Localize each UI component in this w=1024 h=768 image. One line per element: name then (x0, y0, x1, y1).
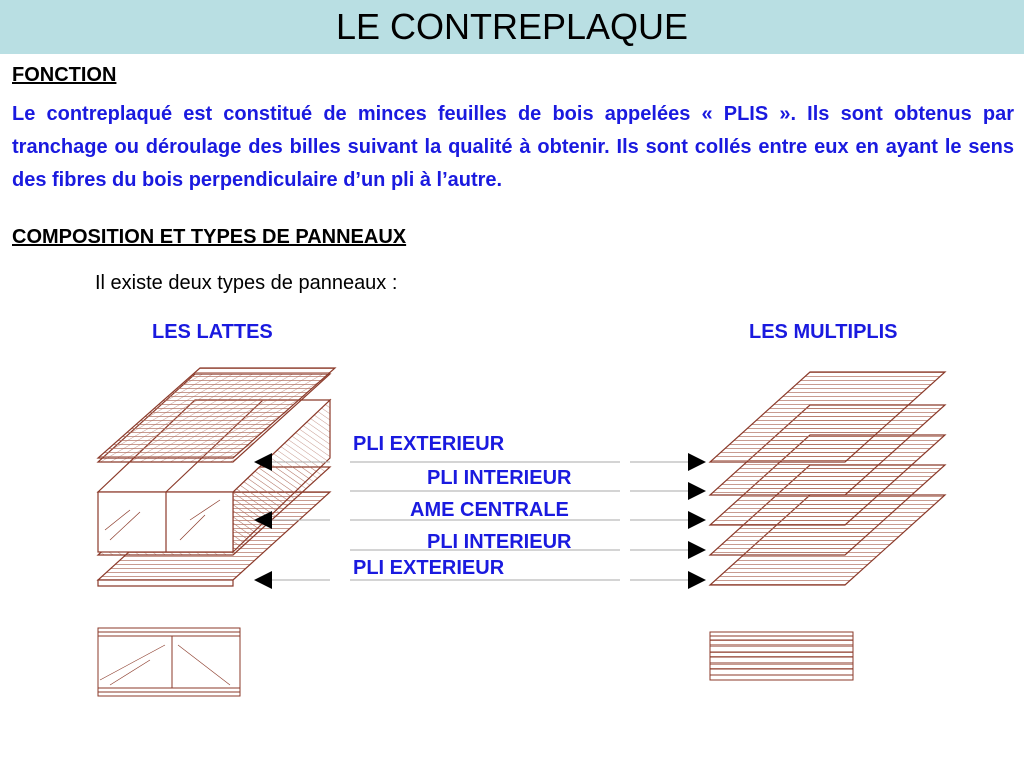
arrow-right-icon (688, 453, 706, 471)
layer-label-ame-centrale: AME CENTRALE (410, 499, 569, 521)
composition-intro: Il existe deux types de panneaux : (95, 272, 398, 294)
section-heading-fonction: FONCTION (12, 64, 117, 86)
multiplis-cross-section (710, 632, 853, 680)
layer-label-pli-exterieur-bottom: PLI EXTERIEUR (353, 557, 505, 579)
layer-label-pli-interieur-top: PLI INTERIEUR (427, 467, 572, 489)
type-title-lattes: LES LATTES (152, 321, 273, 343)
multiplis-exploded-view (710, 372, 945, 585)
arrow-left-icon (254, 571, 272, 589)
layer-label-pli-interieur-bottom: PLI INTERIEUR (427, 531, 572, 553)
page-title: LE CONTREPLAQUE (335, 6, 689, 47)
layer-label-pli-exterieur-top: PLI EXTERIEUR (353, 433, 505, 455)
arrow-right-icon (688, 511, 706, 529)
section-heading-composition: COMPOSITION ET TYPES DE PANNEAUX (12, 226, 407, 248)
arrow-right-icon (688, 541, 706, 559)
arrow-right-icon (688, 482, 706, 500)
type-title-multiplis: LES MULTIPLIS (749, 321, 898, 343)
lattes-exploded-view (98, 368, 335, 586)
fonction-paragraph: Le contreplaqué est constitué de minces feuilles de bois appelées « PLIS ». Ils sont obtenus par tranchage ou déroulage des billes suivant la qualité à obtenir. Ils sont collés entre eux en ayant le sens des fibres du bois perpendiculaire d’un pli à l’autre. (12, 103, 1014, 191)
lattes-cross-section (98, 628, 240, 696)
arrow-right-icon (688, 571, 706, 589)
arrows-right (688, 453, 706, 589)
connector-lines (272, 462, 688, 580)
